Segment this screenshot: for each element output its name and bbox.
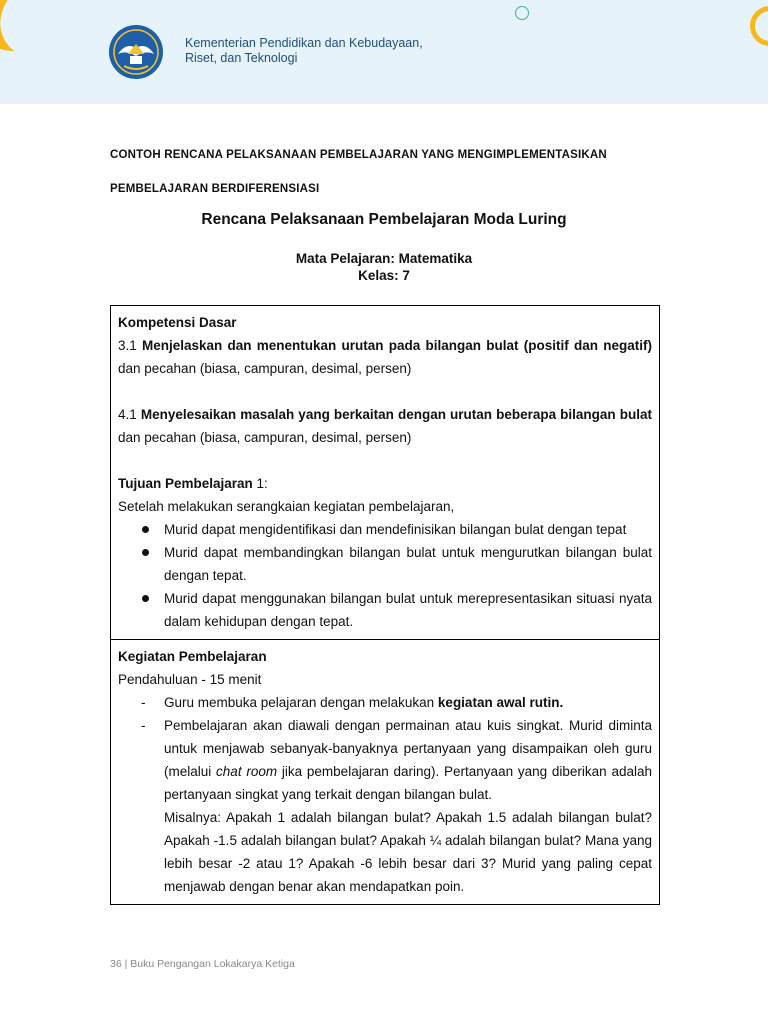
kd2-number: 4.1 [118, 407, 141, 422]
list-item [118, 714, 652, 898]
list-item: Murid dapat mengidentifikasi dan mendefinisikan bilangan bulat dengan tepat [118, 518, 652, 541]
kegiatan-item-2-italic: chat room [216, 764, 278, 779]
subject-line: Mata Pelajaran: Matematika [295, 251, 473, 266]
kegiatan-item-2-b: jika pembelajaran daring). Pertanyaan yang diberikan adalah pertanyaan singkat yang terkait dengan bilangan bulat. [164, 764, 653, 802]
rpp-title: Rencana Pelaksanaan Pembelajaran Moda Luring [201, 211, 567, 228]
tujuan-intro: Setelah melakukan serangkaian kegiatan pembelajaran, [118, 499, 455, 514]
kompetensi-tujuan-cell [111, 306, 659, 639]
header-band [0, 0, 768, 104]
page-footer: 36 | Buku Pengangan Lokakarya Ketiga [110, 958, 295, 970]
kd2-bold-text: Menyelesaikan masalah yang berkaitan dengan urutan beberapa bilangan bulat [140, 407, 652, 422]
kegiatan-label: Kegiatan Pembelajaran [118, 649, 267, 664]
list-item: Murid dapat membandingkan bilangan bulat untuk mengurutkan bilangan bulat dengan tepat. [118, 541, 652, 587]
tujuan-heading [118, 472, 652, 495]
subject-block [0, 250, 768, 284]
kegiatan-item-2-example: Misalnya: Apakah 1 adalah bilangan bulat? Apakah 1.5 adalah bilangan bulat? Apakah -1.5 adalah bilangan bulat? Apakah ¼ adalah bilangan bulat? Mana yang lebih besar -2 atau 1? Apakah -6 lebih besar dari 3? Murid yang paling cepat menjawab dengan benar akan mendapatkan poin. [164, 810, 652, 894]
tujuan-number: 1: [252, 476, 268, 491]
document-heading [110, 138, 670, 206]
kd-item-4-1 [118, 403, 652, 449]
decorative-yellow-shape [0, 0, 105, 69]
ministry-line-1: Kementerian Pendidikan dan Kebudayaan, [185, 36, 423, 50]
kd1-bold-text: Menjelaskan dan menentukan urutan pada bilangan bulat (positif dan negatif) [142, 338, 652, 353]
kompetensi-dasar-label: Kompetensi Dasar [118, 315, 237, 330]
tut-wuri-handayani-emblem-icon [108, 24, 164, 80]
kegiatan-phase: Pendahuluan - 15 menit [118, 672, 262, 687]
grade-line: Kelas: 7 [358, 268, 410, 283]
kegiatan-list [118, 691, 652, 898]
kegiatan-cell [111, 639, 659, 904]
rpp-table [110, 305, 660, 905]
list-item [118, 691, 652, 714]
list-item: Murid dapat menggunakan bilangan bulat untuk merepresentasikan situasi nyata dalam kehidupan dengan tepat. [118, 587, 652, 633]
kegiatan-item-1-text: Guru membuka pelajaran dengan melakukan [164, 695, 438, 710]
document-heading-line-1: CONTOH RENCANA PELAKSANAAN PEMBELAJARAN YANG MENGIMPLEMENTASIKAN [110, 149, 607, 161]
kd1-rest-text: dan pecahan (biasa, campuran, desimal, persen) [118, 361, 412, 376]
kegiatan-item-2-a: Pembelajaran akan diawali dengan permainan atau kuis singkat. Murid diminta untuk menjawab sebanyak-banyaknya pertanyaan yang disampaikan oleh guru (melalui [164, 718, 652, 779]
tujuan-label: Tujuan Pembelajaran [118, 476, 253, 491]
tujuan-list [118, 518, 652, 633]
document-heading-line-2: PEMBELAJARAN BERDIFERENSIASI [110, 183, 320, 195]
decorative-ring-icon [515, 6, 529, 20]
kegiatan-item-1-bold: kegiatan awal rutin. [437, 695, 564, 710]
ministry-line-2: Riset, dan Teknologi [185, 51, 298, 65]
kd-item-3-1 [118, 334, 652, 380]
kd2-rest-text: dan pecahan (biasa, campuran, desimal, persen) [118, 430, 412, 445]
kd1-number: 3.1 [118, 338, 143, 353]
ministry-name [185, 36, 423, 66]
decorative-yellow-ring [750, 6, 768, 46]
